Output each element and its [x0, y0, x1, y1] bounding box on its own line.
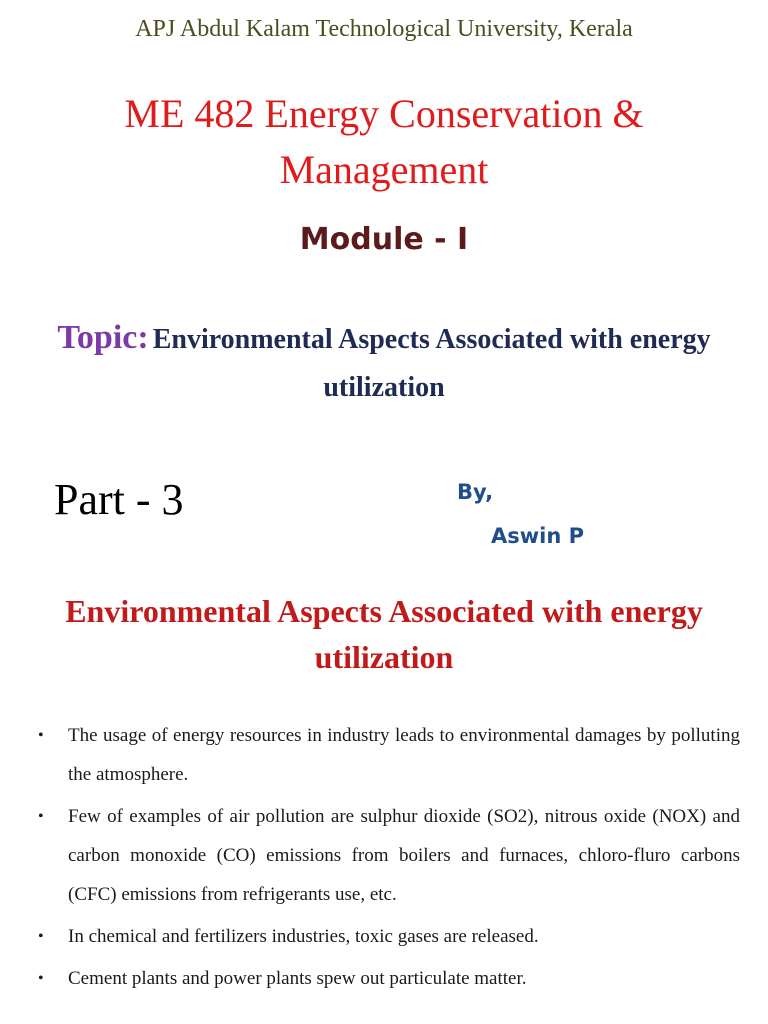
bullet-text: In chemical and fertilizers industries, toxic gases are released.	[68, 926, 539, 947]
part-label: Part - 3	[54, 475, 184, 524]
bullet-text: Few of examples of air pollution are sulphur dioxide (SO2), nitrous oxide (NOX) and carbon monoxide (CO) emissions from boilers and furnaces, chloro-fluro carbons (CFC) emissions from refrigerants use, etc.	[68, 806, 740, 905]
section-heading: Environmental Aspects Associated with energy utilization	[65, 593, 703, 675]
author-name: Aswin P	[491, 524, 585, 548]
bullet-dot: •	[38, 928, 44, 945]
by-label: By,	[457, 480, 494, 504]
bullet-dot: •	[38, 970, 44, 987]
bullet-list	[38, 716, 740, 1001]
list-item	[38, 716, 740, 794]
bullet-dot: •	[38, 808, 44, 825]
list-item	[38, 797, 740, 914]
topic-label: Topic:	[57, 319, 149, 356]
course-title: ME 482 Energy Conservation & Management	[124, 91, 644, 192]
module-label: Module - I	[299, 222, 469, 257]
list-item	[38, 959, 740, 998]
bullet-dot: •	[38, 727, 44, 744]
list-item	[38, 917, 740, 956]
topic-text: Environmental Aspects Associated with energy utilization	[152, 324, 711, 403]
university-name: APJ Abdul Kalam Technological University, Kerala	[135, 16, 633, 42]
bullet-text: The usage of energy resources in industry leads to environmental damages by polluting the atmosphere.	[68, 725, 740, 785]
topic-block	[30, 316, 738, 414]
bullet-text: Cement plants and power plants spew out particulate matter.	[68, 968, 527, 989]
